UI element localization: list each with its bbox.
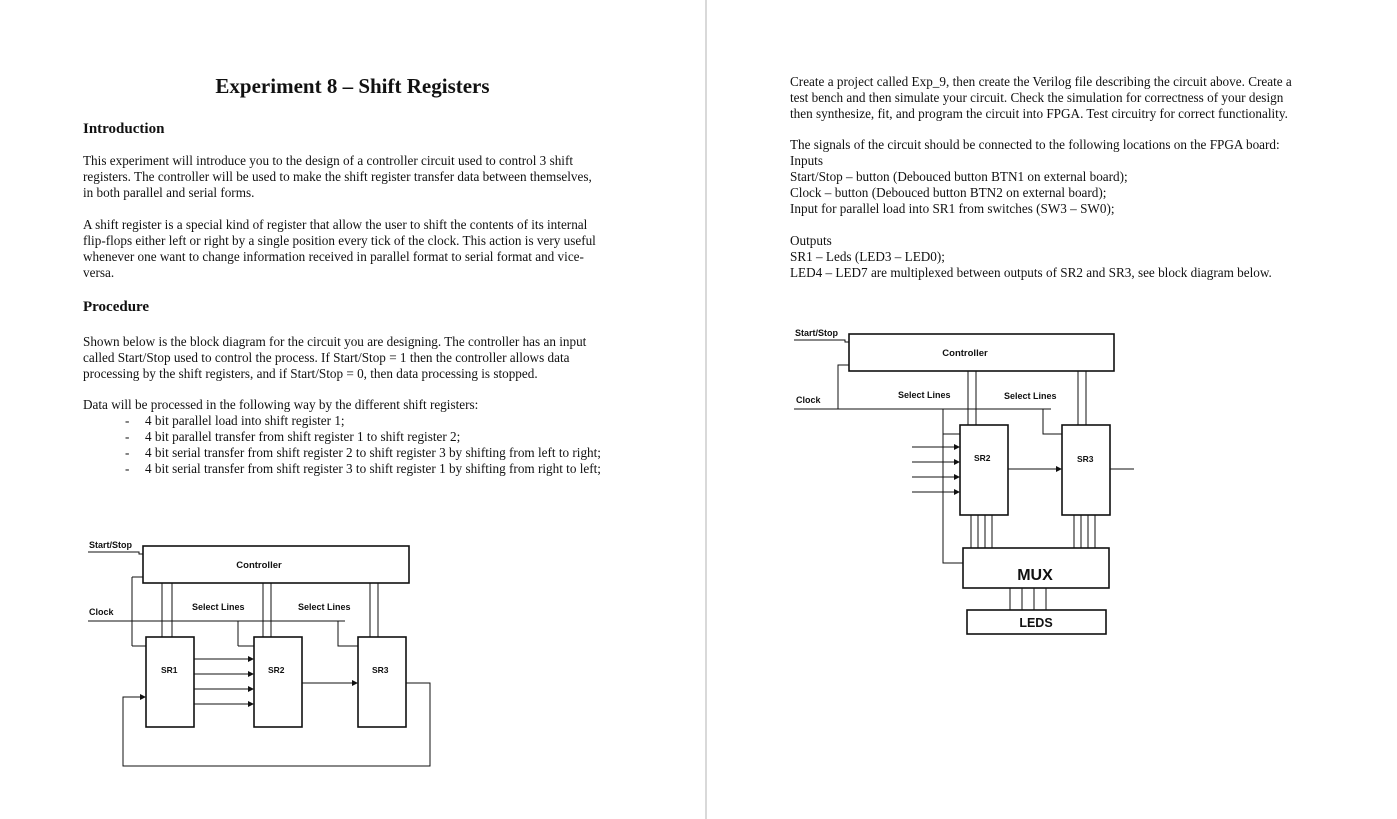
block-diagram-mux xyxy=(707,0,1397,819)
text-line: test bench and then simulate your circuit. Check the simulation for correctness of your design xyxy=(790,90,1284,105)
sr3-block xyxy=(1062,425,1110,515)
clock-to-sr2-wire xyxy=(943,409,960,434)
document-page-right xyxy=(707,0,1397,819)
sr2-label: SR2 xyxy=(974,453,991,463)
arrow-right-icon xyxy=(248,671,254,677)
sr1-block xyxy=(146,637,194,727)
sr2-block xyxy=(254,637,302,727)
clock-label: Clock xyxy=(796,395,821,405)
arrow-right-icon xyxy=(140,694,146,700)
arrow-right-icon xyxy=(954,459,960,465)
select-lines-label: Select Lines xyxy=(298,602,351,612)
text-line: Start/Stop – button (Debouced button BTN1 on external board); xyxy=(790,169,1128,184)
procedure-heading: Procedure xyxy=(83,299,150,315)
clock-label: Clock xyxy=(89,607,114,617)
sr3-block xyxy=(358,637,406,727)
text-line: A shift register is a special kind of register that allow the user to shift the contents of its internal xyxy=(83,217,588,232)
arrow-right-icon xyxy=(248,656,254,662)
sr2-block xyxy=(960,425,1008,515)
text-line: processing by the shift registers, and if Start/Stop = 0, then data processing is stopped. xyxy=(83,366,538,381)
text-line: LED4 – LED7 are multiplexed between outputs of SR2 and SR3, see block diagram below. xyxy=(790,265,1272,280)
text-line: registers. The controller will be used to make the shift register transfer data between themselves, xyxy=(83,169,592,184)
clock-to-sr3-wire xyxy=(338,621,358,646)
clock-to-sr3-wire xyxy=(1043,409,1062,434)
sr3-label: SR3 xyxy=(372,665,389,675)
controller-feedback-wire xyxy=(838,365,849,409)
text-line: Create a project called Exp_9, then create the Verilog file describing the circuit above. Create a xyxy=(790,74,1292,89)
mux-label: MUX xyxy=(1017,567,1053,584)
document-title: Experiment 8 – Shift Registers xyxy=(215,74,490,98)
sr3-label: SR3 xyxy=(1077,454,1094,464)
arrow-right-icon xyxy=(352,680,358,686)
text-line: flip-flops either left or right by a single position every tick of the clock. This action is very useful xyxy=(83,233,596,248)
arrow-right-icon xyxy=(954,474,960,480)
start-stop-wire xyxy=(88,552,143,554)
select-lines-label: Select Lines xyxy=(192,602,245,612)
text-line: whenever one want to change information received in parallel format to serial format and vice- xyxy=(83,249,584,264)
introduction-heading: Introduction xyxy=(83,121,165,137)
text-line: Input for parallel load into SR1 from switches (SW3 – SW0); xyxy=(790,201,1115,216)
list-item: - 4 bit serial transfer from shift register 3 to shift register 1 by shifting from right to left; xyxy=(120,461,605,477)
procedure-paragraph-2: Data will be processed in the following way by the different shift registers: xyxy=(83,397,479,412)
outputs-heading: Outputs xyxy=(790,233,832,248)
text-line: then synthesize, fit, and program the circuit into FPGA. Test circuitry for correct functionality. xyxy=(790,106,1288,121)
start-stop-label: Start/Stop xyxy=(89,540,133,550)
arrow-right-icon xyxy=(954,444,960,450)
select-lines-label: Select Lines xyxy=(1004,391,1057,401)
text-line: The signals of the circuit should be connected to the following locations on the FPGA board: xyxy=(790,137,1280,152)
text-line: Shown below is the block diagram for the circuit you are designing. The controller has an input xyxy=(83,334,587,349)
arrow-right-icon xyxy=(954,489,960,495)
text-line: called Start/Stop used to control the process. If Start/Stop = 1 then the controller allows data xyxy=(83,350,570,365)
text-line: versa. xyxy=(83,265,115,280)
controller-label: Controller xyxy=(942,348,988,359)
sr1-label: SR1 xyxy=(161,665,178,675)
start-stop-wire xyxy=(794,340,849,342)
text-line: Clock – button (Debouced button BTN2 on external board); xyxy=(790,185,1107,200)
text-line: This experiment will introduce you to the design of a controller circuit used to control 3 shift xyxy=(83,153,574,168)
leds-label: LEDS xyxy=(1019,616,1053,630)
list-item: - 4 bit parallel transfer from shift register 1 to shift register 2; xyxy=(120,429,620,445)
arrow-right-icon xyxy=(248,686,254,692)
list-item: - 4 bit serial transfer from shift register 2 to shift register 3 by shifting from left to right; xyxy=(120,445,605,461)
inputs-heading: Inputs xyxy=(790,153,823,168)
sr2-label: SR2 xyxy=(268,665,285,675)
arrow-right-icon xyxy=(248,701,254,707)
text-line: SR1 – Leds (LED3 – LED0); xyxy=(790,249,945,264)
text-line: in both parallel and serial forms. xyxy=(83,185,255,200)
select-lines-label: Select Lines xyxy=(898,390,951,400)
arrow-right-icon xyxy=(1056,466,1062,472)
controller-label: Controller xyxy=(236,560,282,571)
start-stop-label: Start/Stop xyxy=(795,328,839,338)
list-item: - 4 bit parallel load into shift register 1; xyxy=(120,413,620,429)
